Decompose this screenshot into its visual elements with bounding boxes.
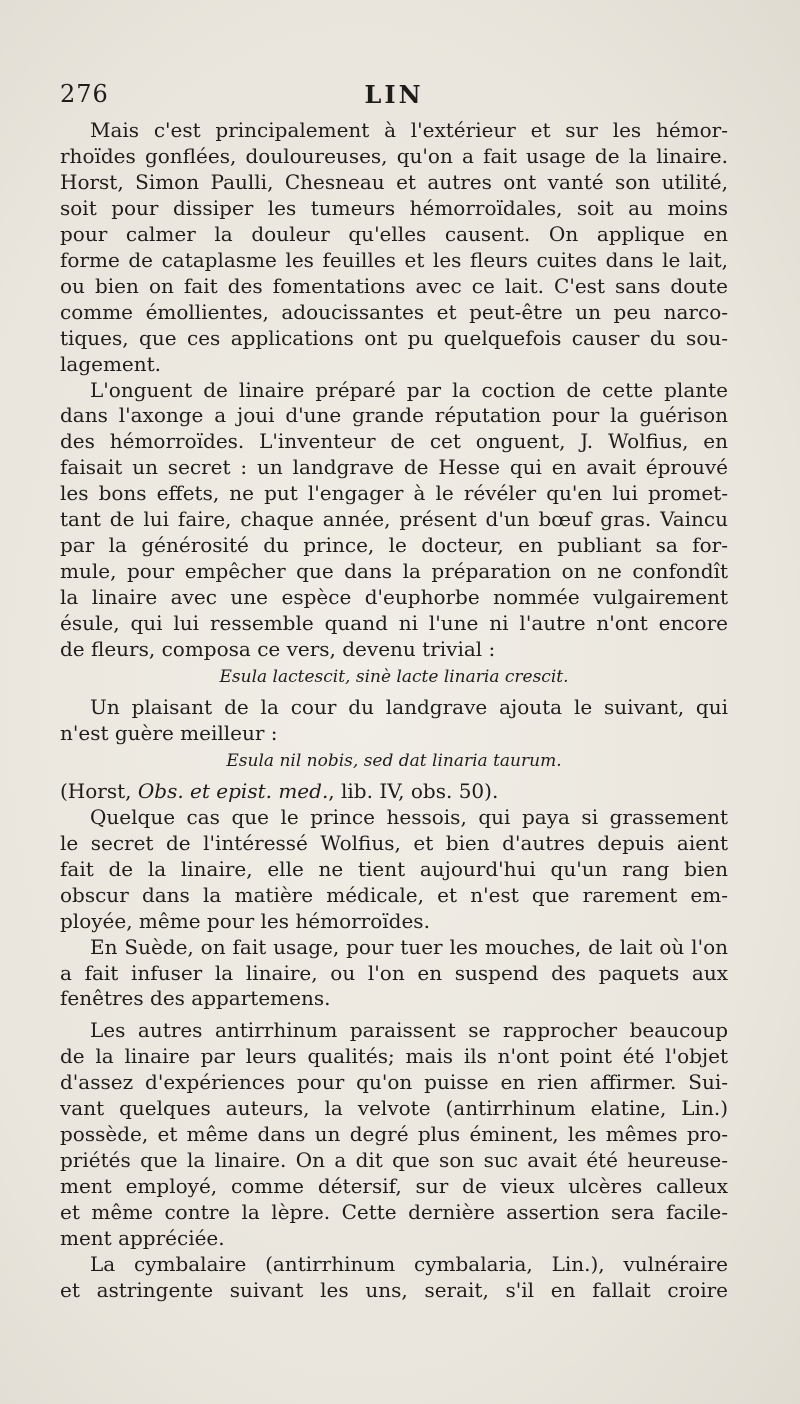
- text-line: Horst, Simon Paulli, Chesneau et autres ont vanté son utilité,: [60, 169, 728, 194]
- text-line: ésule, qui lui ressemble quand ni l'une ni l'autre n'ont encore: [60, 611, 728, 636]
- paragraph: [60, 1018, 728, 1252]
- text-line: et astringente suivant les uns, serait, s'il en fallait croire: [60, 1277, 728, 1302]
- text-line: ployée, même pour les hémorroïdes.: [60, 908, 430, 933]
- latin-verse: Esula lactescit, sinè lacte linaria crescit.: [219, 667, 569, 688]
- text-line: comme émollientes, adoucissantes et peut-être un peu narco-: [60, 299, 728, 324]
- text-line: fenêtres des appartemens.: [60, 986, 331, 1011]
- text-line: Mais c'est principalement à l'extérieur et sur les hémor-: [90, 118, 728, 142]
- paragraph: [60, 1252, 728, 1304]
- running-head: LIN: [364, 80, 424, 109]
- text-line: obscur dans la matière médicale, et n'est que rarement em-: [60, 882, 728, 907]
- paragraph: [60, 695, 728, 805]
- text-line: soit pour dissiper les tumeurs hémorroïdales, soit au moins: [60, 195, 728, 220]
- text-line: par la générosité du prince, le docteur, en publiant sa for-: [60, 533, 728, 558]
- text-line: ment employé, comme détersif, sur de vieux ulcères calleux: [60, 1174, 728, 1199]
- text-line: fait de la linaire, elle ne tient aujourd'hui qu'un rang bien: [60, 856, 728, 881]
- citation-reference: , lib. IV, obs. 50).: [328, 778, 499, 803]
- text-line: n'est guère meilleur :: [60, 720, 278, 745]
- text-line: d'assez d'expériences pour qu'on puisse en rien affirmer. Sui-: [60, 1070, 728, 1095]
- paragraph: [60, 935, 728, 1013]
- text-line: Les autres antirrhinum paraissent se rapprocher beaucoup: [90, 1018, 728, 1043]
- text-line: de la linaire par leurs qualités; mais ils n'ont point été l'objet: [60, 1044, 728, 1069]
- text-line: L'onguent de linaire préparé par la coction de cette plante: [90, 377, 728, 402]
- latin-verse: Esula nil nobis, sed dat linaria taurum.: [226, 750, 562, 771]
- text-line: lagement.: [60, 351, 162, 376]
- text-line: En Suède, on fait usage, pour tuer les mouches, de lait où l'on: [90, 934, 728, 959]
- text-line: La cymbalaire (antirrhinum cymbalaria, Lin.), vulnéraire: [90, 1251, 728, 1276]
- text-line: mule, pour empêcher que dans la préparation on ne confondît: [60, 559, 728, 584]
- text-line: de fleurs, composa ce vers, devenu trivial :: [60, 637, 496, 662]
- text-line: les bons effets, ne put l'engager à le révéler qu'en lui promet-: [60, 481, 728, 506]
- text-line: priétés que la linaire. On a dit que son suc avait été heureuse-: [60, 1148, 728, 1173]
- text-line: pour calmer la douleur qu'elles causent. On applique en: [60, 221, 728, 246]
- text-line: ment appréciée.: [60, 1226, 225, 1251]
- text-line: a fait infuser la linaire, ou l'on en suspend des paquets aux: [60, 960, 728, 985]
- text-line: faisait un secret : un landgrave de Hesse qui en avait éprouvé: [60, 455, 728, 480]
- text-line: et même contre la lèpre. Cette dernière assertion sera facile-: [60, 1200, 728, 1225]
- text-line: tiques, que ces applications ont pu quelquefois causer du sou-: [60, 325, 728, 350]
- paragraph: [60, 118, 728, 378]
- text-line: Un plaisant de la cour du landgrave ajouta le suivant, qui: [90, 694, 728, 719]
- text-line: Quelque cas que le prince hessois, qui paya si grassement: [90, 804, 728, 829]
- body-text: [60, 118, 728, 1304]
- citation-author: (Horst,: [60, 778, 132, 803]
- text-line: rhoïdes gonflées, douloureuses, qu'on a fait usage de la linaire.: [60, 143, 728, 168]
- text-line: dans l'axonge a joui d'une grande réputation pour la guérison: [60, 403, 728, 428]
- text-line: la linaire avec une espèce d'euphorbe nommée vulgairement: [60, 585, 728, 610]
- page-header: [60, 80, 728, 114]
- page-number: 276: [60, 80, 109, 108]
- text-line: des hémorroïdes. L'inventeur de cet onguent, J. Wolfius, en: [60, 429, 728, 454]
- text-line: vant quelques auteurs, la velvote (antirrhinum elatine, Lin.): [60, 1096, 728, 1121]
- text-line: possède, et même dans un degré plus éminent, les mêmes pro-: [60, 1122, 728, 1147]
- paragraph: [60, 378, 728, 691]
- paragraph: [60, 805, 728, 935]
- text-line: tant de lui faire, chaque année, présent d'un bœuf gras. Vaincu: [60, 507, 728, 532]
- citation-work: Obs. et epist. med.: [137, 778, 329, 803]
- citation-line: [60, 779, 728, 805]
- text-line: forme de cataplasme les feuilles et les fleurs cuites dans le lait,: [60, 247, 728, 272]
- text-line: le secret de l'intéressé Wolfius, et bien d'autres depuis aient: [60, 830, 728, 855]
- text-line: ou bien on fait des fomentations avec ce lait. C'est sans doute: [60, 273, 728, 298]
